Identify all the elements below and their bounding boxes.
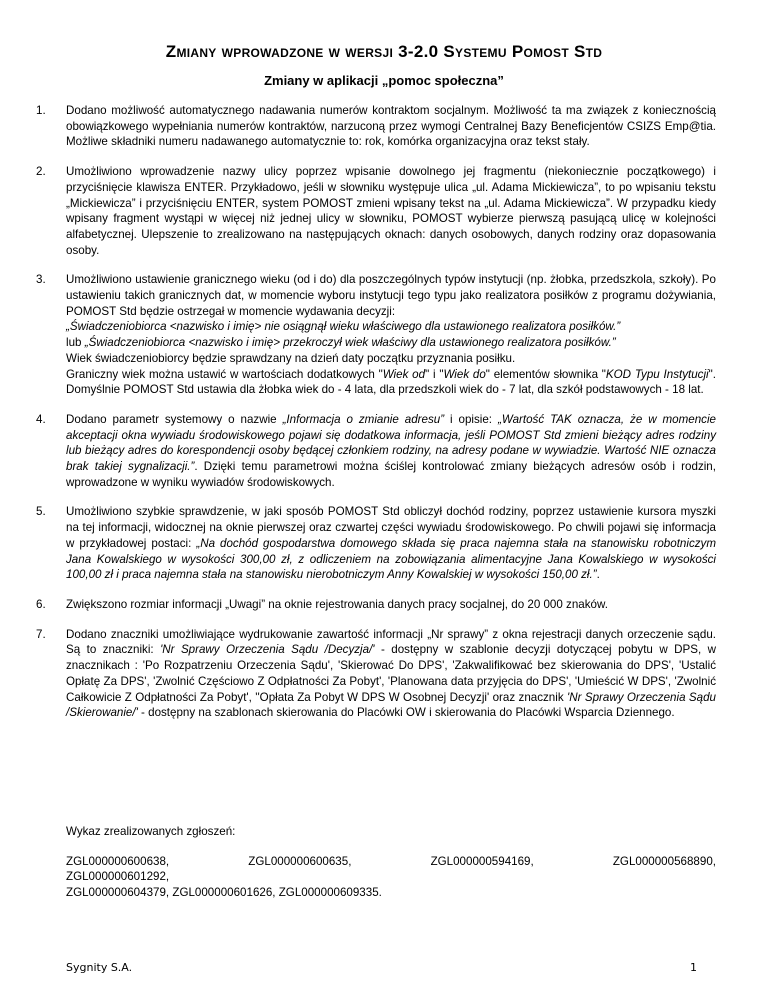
item-number: 2. [36, 165, 46, 179]
item-paragraph: Umożliwiono ustawienie granicznego wieku (od i do) dla poszczególnych typów instytucji (np. żłobka, przedszkola, szkoły). Po ustawieniu takich granicznych dat, w momencie wyboru instytucji tego typu jako realizatora posiłków z programu dożywiania, POMOST Std będzie ostrzegał w momencie wydawania decyzji: [66, 273, 716, 318]
ticket-line: ZGL000000600638, ZGL000000600635, ZGL000000594169, ZGL000000568890, ZGL000000601292, [66, 854, 716, 884]
page-number: 1 [690, 961, 697, 974]
item-number: 3. [36, 273, 46, 287]
item-text: Zwiększono rozmiar informacji „Uwagi” na oknie rejestrowania danych pracy socjalnej, do 20 000 znaków. [66, 597, 608, 611]
item-text: Dodano możliwość automatycznego nadawania numerów kontraktom socjalnym. Możliwość ta ma związek z koniecznością obowiązkowego wypełniania numerów kontraktów, narzuconą przez wymogi Centralnej Bazy Beneficjentów CSIZS Emp@tia. Możliwe składniki numeru nadawanego automatycznie to: rok, komórka organizacyjna oraz tekst stały. [66, 104, 716, 149]
item-paragraph: Wiek świadczeniobiorcy będzie sprawdzany na dzień daty początku przyznania posiłku. [66, 351, 516, 365]
item-number: 1. [36, 104, 46, 117]
list-item: 4. Dodano parametr systemowy o nazwie „Informacja o zmianie adresu” i opisie: „Wartość TAK oznacza, że w momencie akceptacji okna wywiadu środowiskowego pojawi się dodatkowa informacja, jeśli POMOST Std zmieni bieżący adres rodziny lub bieżący adres do korespondencji osoby będącej członkiem rodziny, na adresy podane w wywiadzie. Wartość NIE oznacza brak takiej sygnalizacji.”. Dzięki temu parametrowi można ściślej kontrolować zmiany bieżących adresów osób i rodzin, wprowadzone w wyniku wywiadów środowiskowych. [36, 412, 716, 489]
item-number: 5. [36, 505, 46, 519]
footer-company: Sygnity S.A. [66, 961, 133, 974]
document-title: Zmiany wprowadzone w wersji 3-2.0 Systemu Pomost Std [165, 42, 603, 61]
list-item: 5. Umożliwiono szybkie sprawdzenie, w jaki sposób POMOST Std obliczył dochód rodziny, poprzez ustawienie kursora myszki na tej informacji, widocznej na oknie pierwszej oraz czwartej części wywiadu środowiskowego. Po chwili pojawi się informacja w przykładowej postaci: „Na dochód gospodarstwa domowego składa się praca najemna stała na stanowisku robotniczym Jana Kowalskiego w wysokości 300,00 zł, z odliczeniem na zobowiązania alimentacyjne Jana Kowalskiego w wysokości 100,00 zł i praca najemna stała na stanowisku nierobotniczym Anny Kowalskiej w wysokości 150,00 zł.”. [36, 505, 716, 582]
item-paragraph: Graniczny wiek można ustawić w wartościach dodatkowych "Wiek od" i "Wiek do" elementów słownika "KOD Typu Instytucji". Domyślnie POMOST Std ustawia dla żłobka wiek do - 4 lata, dla przedszkoli wiek do - 7 lat, dla szkół podstawowych - 18 lat. [66, 367, 716, 397]
ticket-line: ZGL000000604379, ZGL000000601626, ZGL000000609335. [66, 886, 382, 900]
list-item [36, 272, 716, 398]
item-text: Umożliwiono wprowadzenie nazwy ulicy poprzez wpisanie dowolnego jej fragmentu (niekoniecznie początkowego) i przyciśnięcie klawisza ENTER. Przykładowo, jeśli w słowniku występuje ulica „ul. Adama Mickiewicza”, to po wpisaniu tekstu „Mickiewicza” i przyciśnięciu ENTER, system POMOST zmieni wpisany tekst na „ul. Adama Mickiewicza”. W przypadku kiedy wpisany fragment wystąpi w więcej niż jednej ulicy w słowniku, POMOST wybierze pierwszą pasującą ulicę w kolejności alfabetycznej. Ulepszenie to zrealizowano na następujących oknach: danych osobowych, danych rodziny oraz dopasowania osoby. [66, 165, 716, 257]
list-item [36, 164, 716, 258]
list-item [36, 103, 716, 150]
item-quote: lub „Świadczeniobiorca <nazwisko i imię> przekroczył wiek właściwy dla ustawionego realizatora posiłków.” [66, 336, 616, 350]
list-item [36, 597, 716, 613]
item-number: 6. [36, 597, 46, 611]
item-number: 4. [36, 412, 46, 426]
document-subtitle: Zmiany w aplikacji „pomoc społeczna” [264, 73, 504, 88]
ticket-list [66, 854, 716, 901]
changes-list [36, 103, 716, 735]
report-section [66, 824, 716, 901]
report-label: Wykaz zrealizowanych zgłoszeń: [66, 825, 236, 838]
item-number: 7. [36, 627, 46, 641]
list-item: 7. Dodano znaczniki umożliwiające wydrukowanie zawartość informacji „Nr sprawy” z okna rejestracji danych orzeczenie sądu. Są to znaczniki: 'Nr Sprawy Orzeczenia Sądu /Decyzja/' - dostępny w szablonie decyzji dotyczącej pobytu w DPS, w znacznikach : 'Po Rozpatrzeniu Orzeczenia Sądu', 'Skierować Do DPS', 'Zakwalifikować bez skierowania do DPS', 'Ustalić Opłatę Za DPS', 'Zwolnić Częściowo Z Odpłatności Za Pobyt', 'Planowana data przyjęcia do DPS', 'Umieścić W DPS', 'Zwolnić Całkowicie Z Odpłatności Za Pobyt', ''Opłata Za Pobyt W DPS W Osobnej Decyzji' oraz znacznik 'Nr Sprawy Orzeczenia Sądu /Skierowanie/' - dostępny na szablonach skierowania do Placówki OW i skierowania do Placówki Wsparcia Dziennego. [36, 627, 716, 720]
item-quote: „Świadczeniobiorca <nazwisko i imię> nie osiągnął wieku właściwego dla ustawionego realizatora posiłków.” [66, 320, 621, 334]
